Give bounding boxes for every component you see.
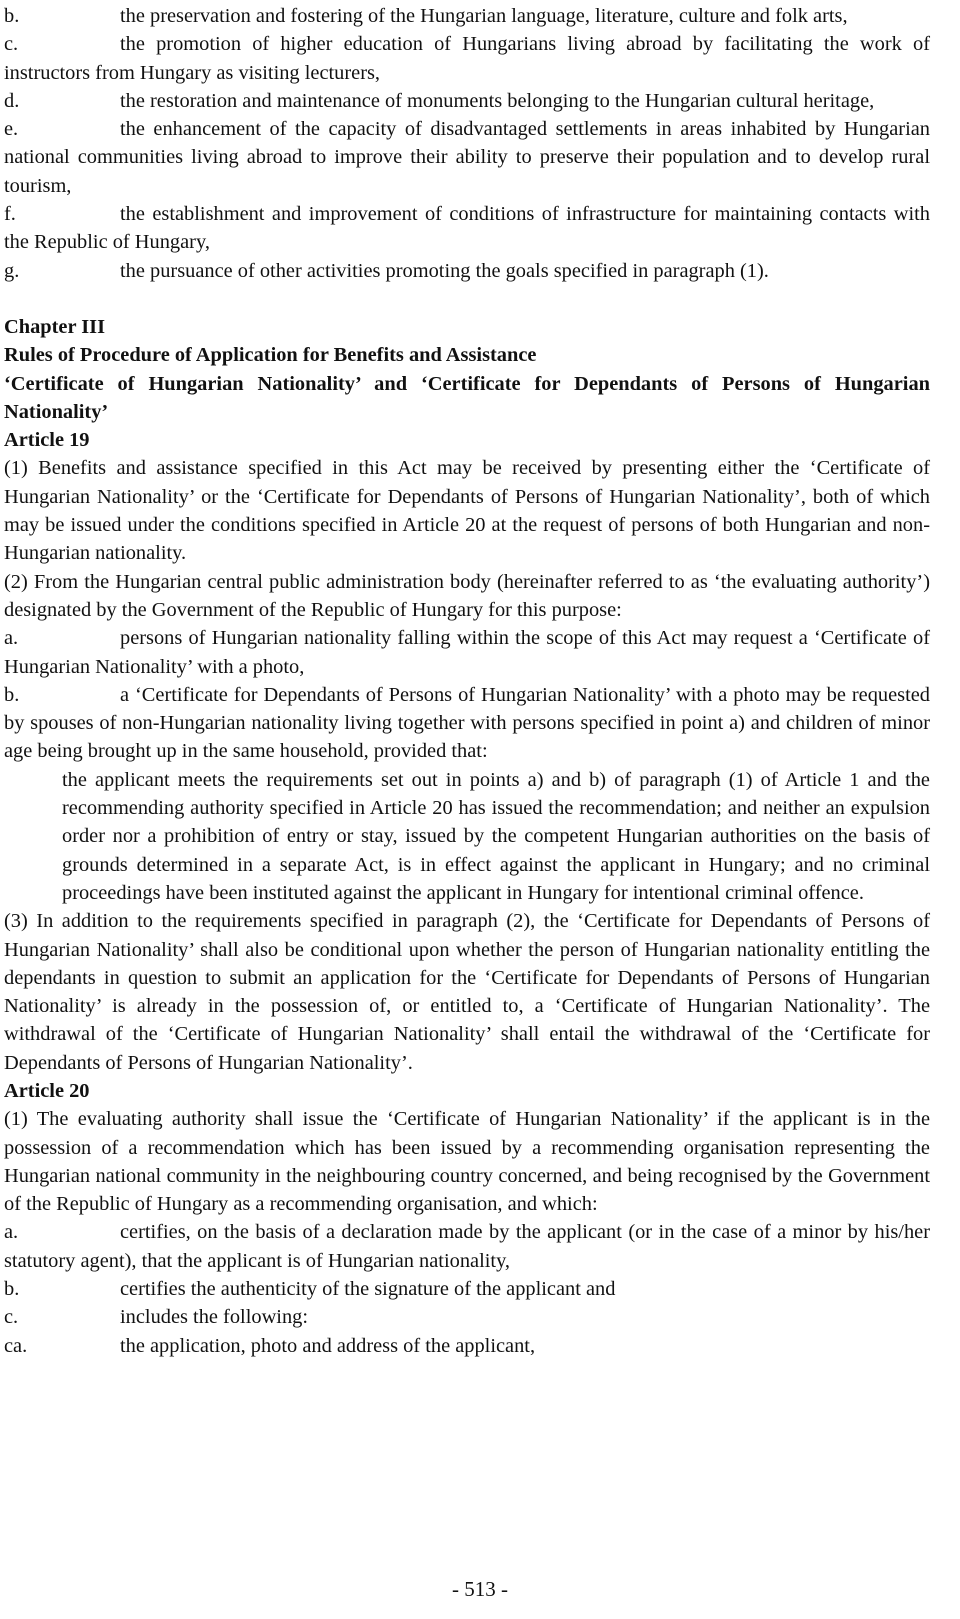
list-item: b. certifies the authenticity of the signature of the applicant and (4, 1278, 616, 1301)
list-item: g. the pursuance of other activities promoting the goals specified in paragraph (1). (4, 259, 769, 282)
indented-condition: the applicant meets the requirements set out in points a) and b) of paragraph (1) of Article 1 and the recommending authority specified in Article 20 has issued the recommendation; and neither an expulsion order nor a prohibition of entry or stay, issued by the competent Hungarian authorities on the basis of grounds determined in a separate Act, is in effect against the applicant in Hungary; and no criminal proceedings have been instituted against the applicant in Hungary for intentional criminal offence. (62, 768, 930, 904)
chapter-number: Chapter III (4, 315, 106, 338)
list-item: ca. the application, photo and address of the applicant, (4, 1334, 536, 1357)
page-number: - 513 - (452, 1577, 508, 1601)
article-20-paragraph-1: (1) The evaluating authority shall issue the ‘Certificate of Hungarian Nationality’ if the applicant is in the possession of a recommendation which has been issued by a recommending organisation representing the Hungarian national community in the neighbouring country concerned, and being recognised by the Government of the Republic of Hungary as a recommending organisation, and which: (4, 1108, 930, 1216)
article-19-heading: Article 19 (4, 429, 90, 452)
list-item: a. persons of Hungarian nationality falling within the scope of this Act may request a ‘Certificate of Hungarian Nationality’ with a photo, (4, 627, 930, 678)
list-item: b. a ‘Certificate for Dependants of Persons of Hungarian Nationality’ with a photo may be requested by spouses of non-Hungarian nationality living together with persons specified in point a) and children of minor age being brought up in the same household, provided that: (4, 683, 930, 763)
list-item: c. the promotion of higher education of Hungarians living abroad by facilitating the work of instructors from Hungary as visiting lecturers, (4, 33, 930, 84)
list-item: a. certifies, on the basis of a declaration made by the applicant (or in the case of a minor by his/her statutory agent), that the applicant is of Hungarian nationality, (4, 1221, 930, 1272)
article-20-heading: Article 20 (4, 1079, 90, 1102)
chapter-title: Rules of Procedure of Application for Benefits and Assistance (4, 344, 537, 367)
list-item: e. the enhancement of the capacity of disadvantaged settlements in areas inhabited by Hungarian national communities living abroad to improve their ability to preserve their population and to develop rural tourism, (4, 118, 930, 197)
article-19-paragraph-2: (2) From the Hungarian central public administration body (hereinafter referred to as ‘the evaluating authority’) designated by the Government of the Republic of Hungary for this purpose: (4, 570, 930, 621)
chapter-subtitle: ‘Certificate of Hungarian Nationality’ and ‘Certificate for Dependants of Persons of Hungarian Nationality’ (4, 372, 930, 423)
article-19-paragraph-1: (1) Benefits and assistance specified in this Act may be received by presenting either the ‘Certificate of Hungarian Nationality’ or the ‘Certificate for Dependants of Persons of Hungarian Nationality’, both of which may be issued under the conditions specified in Article 20 at the request of persons of both Hungarian and non-Hungarian nationality. (4, 457, 930, 565)
list-item: d. the restoration and maintenance of monuments belonging to the Hungarian cultural heritage, (4, 89, 875, 112)
list-item: c. includes the following: (4, 1306, 309, 1329)
list-item: f. the establishment and improvement of conditions of infrastructure for maintaining contacts with the Republic of Hungary, (4, 203, 930, 254)
list-item: b. the preservation and fostering of the Hungarian language, literature, culture and folk arts, (4, 5, 848, 27)
goals-list (4, 2, 930, 285)
article-19-paragraph-3: (3) In addition to the requirements specified in paragraph (2), the ‘Certificate for Dependants of Persons of Hungarian Nationality’ shall also be conditional upon whether the person of Hungarian nationality entitling the dependants in question to submit an application for the ‘Certificate for Dependants of Persons of Hungarian Nationality’ is already in the possession of, or entitled to, a ‘Certificate of Hungarian Nationality’. The withdrawal of the ‘Certificate of Hungarian Nationality’ shall entail the withdrawal of the ‘Certificate for Dependants of Persons of Hungarian Nationality’. (4, 910, 930, 1074)
